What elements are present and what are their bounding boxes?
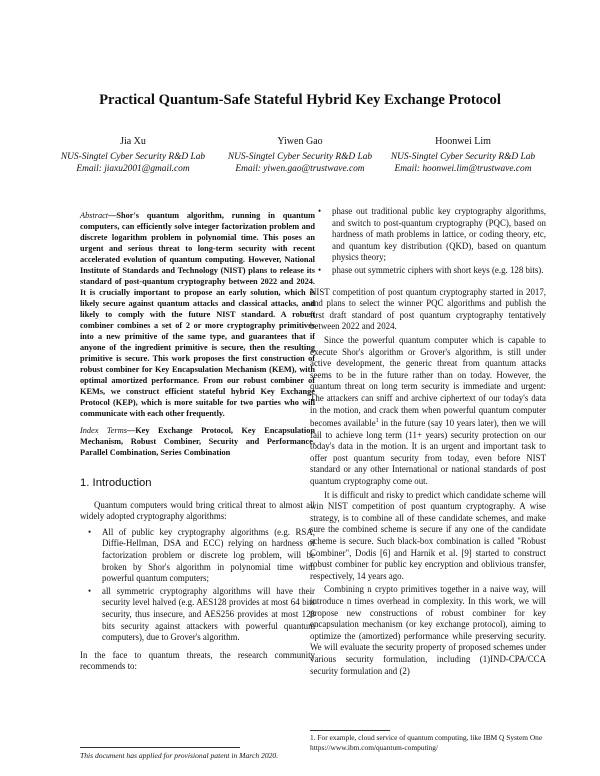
author-affiliation: NUS-Singtel Cyber Security R&D Lab: [60, 151, 206, 162]
paragraph: In the face to quantum threats, the research community recommends to:: [80, 649, 315, 672]
section-heading: 1. Introduction: [80, 477, 152, 489]
list-item-text: All of public key cryptography algorithms (e.g. RSA, Diffie-Hellman, DSA and ECC) relying on hardness of factorization problem or discrete log problem, will be broken by Shor's algorithm in polynomial time with powerful quantum computers;: [102, 526, 315, 584]
left-column: [80, 210, 315, 675]
bullet-icon: •: [88, 585, 92, 596]
paragraph: It is difficult and risky to predict which candidate scheme will win NIST competition of post quantum cryptography. A wise strategy, is to combine all of these candidate schemes, and make sure the combined scheme is secure if any one of the candidate scheme is secure. Such black-box combination is called "Robust Combiner", Dodis [6] and Harnik et al. [9] started to construct robust combiner for public key encryption and oblivious transfer, respectively, 14 years ago.: [310, 489, 546, 581]
author-block-3: [378, 136, 548, 176]
list-item-text: phase out traditional public key cryptography algorithms, and switch to post-quantum cryptography (PQC), based on hardness of math problems in lattice, or coding theory, etc, and quantum key distribution (QKD), based on quantum physics theory;: [332, 206, 546, 263]
author-name: Hoonwei Lim: [435, 136, 491, 147]
paragraph-text: Since the powerful quantum computer which is capable to execute Shor's algorithm or Grover's algorithm, is still under active development, the generic threat from quantum attacks seems to be in the future rather than on today. However, the quantum threat on long term security is immediate and urgent: The attackers can sniff and archive ciphertext of our today's data in the motion, and crack them when powerful quantum computer becomes available: [310, 334, 546, 429]
list-item: [318, 206, 546, 264]
author-email: Email: jiaxu2001@gmail.com: [76, 164, 190, 175]
bullet-list: [310, 206, 546, 277]
patent-footnote: This document has applied for provisional patent in March 2020.: [80, 751, 279, 760]
footnote-marker[interactable]: 1: [375, 418, 379, 425]
list-item: [318, 264, 546, 277]
paragraph-text: in the future (say 10 years later), then we will fail to achieve long term (11+ years) security protection on our today's data in the motion. It is an urgent and important task to offer post quantum security from today, even before NIST standard or any other International or national standards of post quantum cryptography come out.: [310, 418, 546, 487]
author-name: Yiwen Gao: [277, 136, 323, 147]
index-text: —Key Exchange Protocol, Key Encapsulation Mechanism, Robust Combiner, Security and Performance, Parallel Combination, Series Combination: [80, 426, 315, 457]
author-affiliation: NUS-Singtel Cyber Security R&D Lab: [390, 151, 536, 162]
list-item-text: phase out symmetric ciphers with short keys (e.g. 128 bits).: [332, 264, 544, 275]
footnote: 1. For example, cloud service of quantum computing, like IBM Q System One https://www.ibm.com/quantum-computing/: [310, 733, 543, 752]
abstract-text: —Shor's quantum algorithm, running in quantum computers, can efficiently solve integer factorization problem and discrete logarithm problem in polynomial time. This poses an urgent and serious threat to long-term security with recent accelerated evolution of quantum computing. However, National Institute of Standards and Technology (NIST) plans to release its standard of post-quantum cryptography between 2022 and 2024. It is crucially important to propose an early solution, which is likely secure against quantum attacks and classical attacks, and likely to comply with the future NIST standard. A robust combiner combines a set of 2 or more cryptography primitives into a new primitive of the same type, and guarantees that if anyone of the ingredient primitive is secure, then the resulting primitive is secure. This work proposes the first construction of robust combiner for Key Encapsulation Mechanism (KEM), with optimal amortized performance. From our robust combiner of KEMs, we construct efficient stateful hybrid Key Exchange Protocol (KEP), which is more suitable for two parties who will communicate with each other frequently.: [80, 211, 315, 418]
paragraph: [310, 335, 546, 488]
paragraph: Quantum computers would bring critical threat to almost all widely adopted cryptography algorithms:: [80, 499, 315, 522]
paper-title: Practical Quantum-Safe Stateful Hybrid Key Exchange Protocol: [99, 92, 501, 108]
author-affiliation: NUS-Singtel Cyber Security R&D Lab: [227, 151, 373, 162]
footnote-divider: [80, 747, 240, 748]
footnote-divider: [310, 730, 390, 731]
list-item: [88, 585, 315, 644]
bullet-list: [80, 527, 315, 644]
list-item-text: all symmetric cryptography algorithms will have their security level halved (e.g. AES128 provides at most 64 bits security, thus insecure, and AES256 provides at most 128 bits security against attackers with powerful quantum computers), due to Grover's algorithm.: [102, 585, 315, 643]
author-name: Jia Xu: [120, 136, 146, 147]
abstract-label: Abstract: [80, 211, 109, 220]
paragraph: NIST competition of post quantum cryptography started in 2017, and plans to select the winner PQC algorithms and publish the first draft standard of post quantum cryptography tentatively between 2022 and 2024.: [310, 286, 546, 332]
author-email: Email: yiwen.gao@trustwave.com: [235, 164, 365, 175]
index-terms: [80, 425, 315, 458]
author-email: Email: hoonwei.lim@trustwave.com: [394, 164, 532, 175]
bullet-icon: •: [318, 206, 322, 216]
bullet-icon: •: [88, 526, 92, 537]
right-column: [310, 206, 546, 679]
paragraph: Combining n crypto primitives together in a naive way, will introduce n times overhead in complexity. In this work, we will propose new constructions of robust combiner for key encapsulation mechanism (or key exchange protocol), aiming to optimize the (amortized) performance while preserving security. We will evaluate the security property of proposed schemes under various security formulation, including (1)IND-CPA/CCA security formulation and (2): [310, 584, 546, 676]
bullet-icon: •: [318, 264, 322, 275]
author-block-2: [215, 136, 385, 176]
list-item: [88, 526, 315, 585]
abstract: [80, 210, 315, 419]
index-label: Index Terms: [80, 426, 127, 435]
author-block-1: [48, 136, 218, 176]
